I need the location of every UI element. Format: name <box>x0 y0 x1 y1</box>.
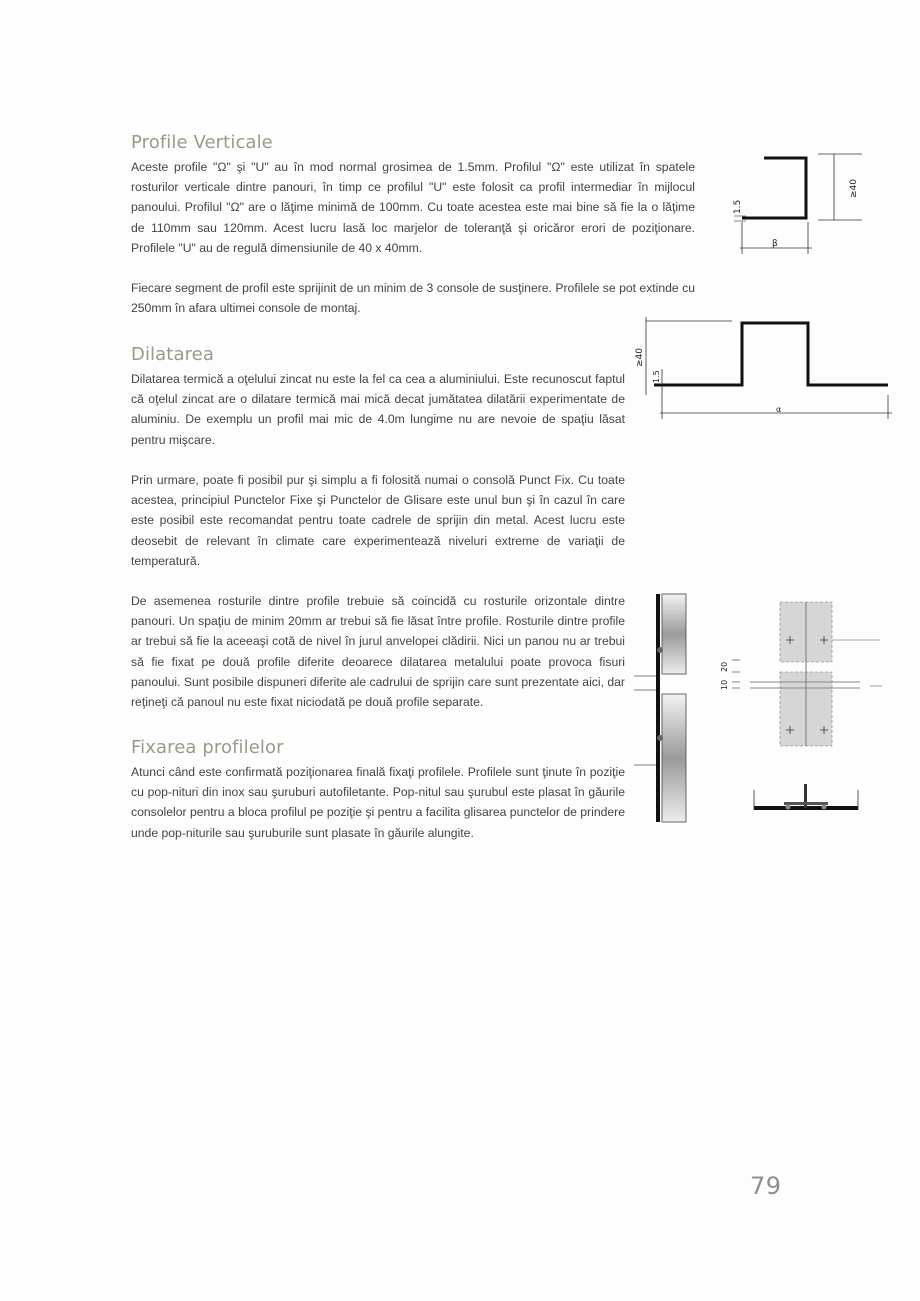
u-profile-drawing <box>730 150 870 260</box>
u-profile-thickness-label: 1.5 <box>733 199 743 214</box>
joint-gap-lower-label: 10 <box>720 679 729 690</box>
omega-profile-thickness-label: 1.5 <box>652 370 661 383</box>
paragraph-dilatare-1: Dilatarea termică a oţelului zincat nu este la fel ca cea a aluminiului. Este recunoscut faptul că oţelul zincat are o dilatare termică mai mică decat jumătatea dilatării experimentate de aluminiu. De exemplu un profil mai mic de 4.0m lungime nu are nevoie de spaţiu lăsat pentru mişcare. <box>131 372 625 447</box>
omega-profile-drawing <box>628 315 894 423</box>
omega-profile-width-label: α <box>776 405 782 414</box>
joint-gap-upper-label: 20 <box>720 661 729 672</box>
omega-profile-height-label: ≥40 <box>635 348 645 367</box>
paragraph-profile-2: Fiecare segment de profil este sprijinit de un minim de 3 console de susţinere. Profilele se pot extinde cu 250mm în afara ultimei console de montaj. <box>131 281 695 316</box>
joint-section-drawing <box>748 780 864 816</box>
paragraph-dilatare-2: Prin urmare, poate fi posibil pur şi simplu a fi folosită numai o consolă Punct Fix. Cu toate acestea, principiul Punctelor Fixe şi Punctelor de Glisare este unul bun şi în cazul în care este posibil este recomandat pentru toate cadrele de sprijin din metal. Acest lucru este deosebit de relevant în climate care experimentează niveluri extreme de variaţii de temperatură. <box>131 473 625 568</box>
paragraph-dilatare-3: De asemenea rosturile dintre profile trebuie să coincidă cu rosturile orizontale dintre panouri. Un spaţiu de minim 20mm ar trebui să fie lăsat între profile. Rosturile dintre profile ar trebui să fie la aceeaşi cotă de nivel în jurul anvelopei clădirii. Nici un panou nu ar trebui să fie fixat pe două profile diferite deoarece dilatarea metalului poate provoca fisuri panoului. Sunt posibile dispuneri diferite ale cadrului de sprijin care sunt prezentate aici, dar reţineţi că panoul nu este fixat niciodată pe două profile separate. <box>131 594 625 710</box>
u-profile-height-label: ≥40 <box>849 179 859 198</box>
paragraph-profile-1: Aceste profile "Ω" şi "U" au în mod normal grosimea de 1.5mm. Profilul "Ω" este utilizat în spatele rosturilor verticale dintre panouri, în timp ce profilul "U" este folosit ca profil intermediar în mijlocul panoului. Profilul "Ω" are o lăţime minimă de 100mm. Cu toate acestea este mai bine să fie la o lăţime de 110mm sau 120mm. Acest lucru lasă loc marjelor de toleranţă şi oricăror erori de poziţionare. Profilele "U" au de regulă dimensiunile de 40 x 40mm. <box>131 160 695 255</box>
joint-elevation-drawing <box>710 598 890 750</box>
heading-dilatarea: Dilatarea <box>131 344 214 365</box>
u-profile-width-label: β <box>772 239 778 249</box>
vertical-section-drawing <box>632 590 692 825</box>
page-number: 79 <box>750 1172 782 1200</box>
paragraph-fixare-1: Atunci când este confirmată poziţionarea finală fixaţi profilele. Profilele sunt ţinute în poziţie cu pop-nituri din inox sau şuruburi autofiletante. Pop-nitul sau şurubul este plasat în găurile consolelor pentru a bloca profilul pe poziţie şi pentru a facilita glisarea punctelor de prindere unde pop-niturile sau şuruburile sunt plasate în găurile alungite. <box>131 765 625 840</box>
heading-fixarea-profilelor: Fixarea profilelor <box>131 737 284 758</box>
heading-profile-verticale: Profile Verticale <box>131 132 273 153</box>
